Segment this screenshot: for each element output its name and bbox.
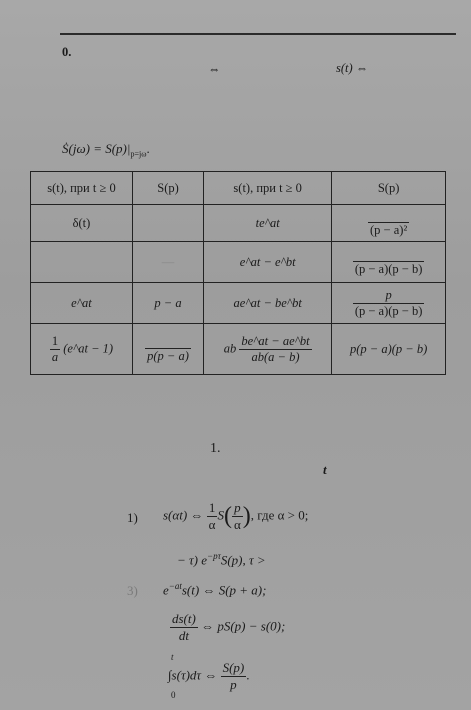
table-fraction — [239, 334, 311, 365]
table-cell: p(p − a)(p − b) — [332, 324, 446, 375]
table-cell: te^at — [204, 205, 332, 242]
property-fraction — [232, 500, 243, 533]
property-fn: S — [217, 507, 224, 523]
intro-symbol-1: ⇔ — [208, 62, 221, 76]
property-exp: −pτ — [207, 551, 221, 561]
fraction-den: α — [233, 517, 241, 532]
table-cell: — — [132, 242, 203, 283]
table-cell: p − a — [132, 283, 203, 324]
property-2 — [177, 551, 266, 568]
table-cell: ae^at − be^bt — [204, 283, 332, 324]
property-text: e — [163, 582, 169, 598]
property-fraction — [221, 660, 250, 693]
table-header: S(p) — [132, 172, 203, 205]
fraction-num: ds(t) — [172, 611, 196, 626]
fraction-den: p(p − a) — [147, 349, 189, 363]
table-row — [31, 205, 446, 242]
property-fraction — [170, 611, 198, 644]
fraction-num: p — [353, 288, 425, 304]
property-text: − τ) e — [177, 552, 208, 568]
table-cell — [31, 242, 133, 283]
fraction-num — [353, 247, 425, 262]
property-fraction — [207, 500, 218, 533]
table-header: s(t), при t ≥ 0 — [204, 172, 332, 205]
paren-open: ( — [223, 503, 232, 529]
table-cell: δ(t) — [31, 205, 133, 242]
property-exp: −at — [168, 581, 182, 591]
fraction-den: α — [208, 517, 216, 532]
intro-formula-sub: p=jω — [130, 149, 147, 159]
fraction-den: (p − a)(p − b) — [354, 262, 423, 276]
intro-formula-1: s(t) ⇔ — [336, 61, 369, 75]
table-cell — [132, 324, 203, 375]
table-cell — [332, 205, 446, 242]
table-header-row — [31, 172, 446, 205]
table-fraction — [145, 334, 191, 364]
property-lhs: s(αt) ⇔ — [163, 507, 204, 523]
table-cell — [332, 242, 446, 283]
table-cell-text: (e^at − 1) — [63, 340, 114, 355]
table-row — [31, 283, 446, 324]
fraction-den: ab(a − b) — [251, 349, 300, 364]
table-fraction — [50, 334, 60, 365]
fraction-den: a — [51, 349, 59, 364]
fraction-den: (p − a)(p − b) — [354, 303, 423, 318]
property-4 — [170, 611, 285, 644]
table-header: s(t), при t ≥ 0 — [31, 172, 133, 205]
property-number: 1) — [127, 510, 138, 525]
section-label: 1. — [210, 441, 221, 456]
paren-close: ) — [242, 503, 251, 529]
fraction-den: (p − a)² — [370, 223, 408, 237]
table-row — [31, 242, 446, 283]
fraction-num: be^at − ae^bt — [241, 333, 310, 348]
table-cell — [204, 324, 332, 375]
property-number: 3) — [127, 583, 138, 598]
fraction-num — [368, 208, 409, 223]
property-tail: , где α > 0; — [250, 507, 309, 523]
property-tail: ⇔ pS(p) − s(0); — [201, 618, 286, 634]
fraction-num: S(p) — [222, 660, 245, 675]
fraction-num: 1 — [51, 333, 59, 348]
t-label: t — [323, 462, 327, 477]
table-cell — [332, 283, 446, 324]
table-cell — [31, 324, 133, 375]
intro-formula-main: Ṡ(jω) = S(p)| — [62, 141, 131, 156]
intro-formula-end: . — [146, 141, 150, 156]
header-rule — [60, 33, 456, 35]
property-3 — [163, 581, 266, 598]
property-5 — [168, 652, 250, 700]
property-tail: . — [246, 667, 250, 683]
integral-expression: ∫s(τ)dτ ⇔ — [168, 667, 218, 683]
table-fraction — [353, 247, 425, 277]
fraction-den: dt — [178, 628, 189, 643]
fraction-num: p — [232, 500, 243, 517]
laplace-table — [30, 171, 446, 375]
intro-formula-2 — [62, 141, 150, 159]
integral-lower: 0 — [171, 690, 176, 700]
property-tail: S(p), τ > — [220, 552, 266, 568]
property-1 — [163, 500, 308, 533]
table-cell — [132, 205, 203, 242]
integral-upper: t — [171, 652, 174, 662]
table-header: S(p) — [332, 172, 446, 205]
table-fraction — [353, 288, 425, 319]
table-row — [31, 324, 446, 375]
fraction-num: 1 — [207, 500, 218, 517]
fraction-num — [145, 334, 191, 349]
table-cell-text: ab — [223, 340, 237, 355]
table-cell: e^at − e^bt — [204, 242, 332, 283]
property-tail: s(t) ⇔ S(p + a); — [181, 582, 267, 598]
section-number: 0. — [62, 45, 72, 59]
table-fraction — [368, 208, 409, 238]
table-cell: e^at — [31, 283, 133, 324]
fraction-den: p — [230, 677, 237, 692]
